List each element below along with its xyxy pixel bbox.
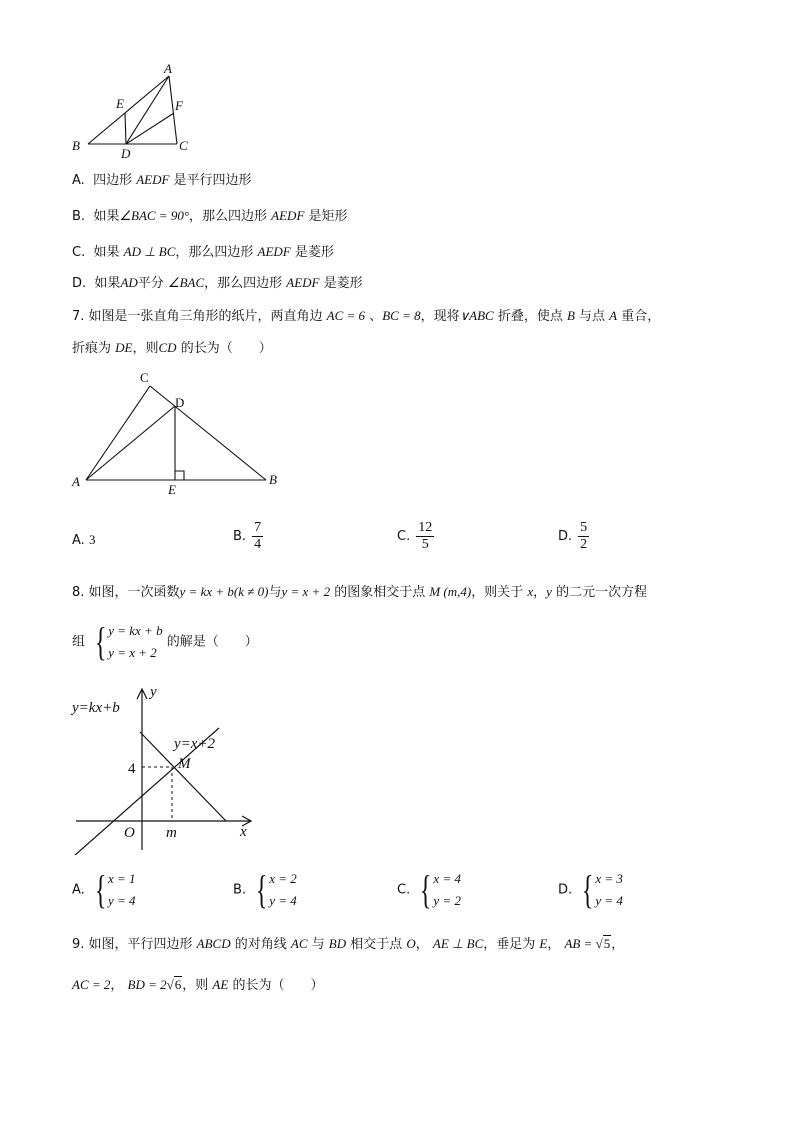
label-a: A	[164, 61, 172, 76]
q7-stem-line2: 折痕为 DE，则CD 的长为（ ）	[72, 340, 272, 356]
fraction: $\frac{5}{2}$	[580, 520, 588, 552]
m-label: m	[166, 825, 177, 841]
line-label-kx: y=kx+b	[72, 700, 120, 716]
fraction: $\frac{7}{4}$	[254, 520, 262, 552]
label-c: C	[179, 138, 188, 153]
q6-option-a: A. 四边形 AEDF 是平行四边形	[72, 172, 252, 188]
origin-label: O	[124, 825, 135, 841]
label-b: B	[72, 138, 80, 153]
label-f: F	[175, 98, 183, 113]
label-e: E	[168, 482, 176, 497]
triangle-figure-q7	[64, 366, 294, 500]
q6-option-b: B. 如果∠BAC = 90°，那么四边形 AEDF 是矩形	[72, 208, 348, 224]
axis-y-label: y	[150, 684, 157, 700]
tick-4-label: 4	[128, 761, 136, 777]
q8-stem-line2: 组 { y = kx + b y = x + 2 的解是（ ）	[72, 619, 258, 664]
label-c: C	[140, 370, 149, 385]
q9-stem-line2: AC = 2， BD = 2√6，则 AE 的长为（ ）	[72, 977, 324, 993]
q8-option-b: B. { x = 2 y = 4	[233, 867, 297, 912]
label-d: D	[121, 146, 131, 158]
label-e: E	[116, 96, 124, 111]
q9-stem-line1: 9. 如图，平行四边形 ABCD 的对角线 AC 与 BD 相交于点 O， AE ⊥ BC，垂足为 E， AB = √5，	[72, 936, 625, 952]
q7-option-b: B. $\frac{7}{4}$	[233, 520, 262, 552]
q7-option-d: D. $\frac{5}{2}$	[558, 520, 588, 552]
q8-option-a: A. { x = 1 y = 4	[72, 867, 136, 912]
q7-option-c: C. $\frac{12}{5}$	[397, 520, 433, 552]
fraction: $\frac{12}{5}$	[418, 520, 433, 552]
label-d: D	[175, 395, 185, 410]
q6-option-d: D. 如果AD平分 ∠BAC，那么四边形 AEDF 是菱形	[72, 275, 363, 291]
label-a: A	[72, 474, 80, 489]
label-b: B	[269, 472, 277, 487]
axis-x-label: x	[240, 824, 247, 840]
line-label-x2: y=x+2	[174, 736, 216, 752]
q8-stem-line1: 8. 如图，一次函数y = kx + b(k ≠ 0)与y = x + 2 的图象相交于点 M (m,4)，则关于 x，y 的二元一次方程	[72, 584, 648, 600]
q7-option-a: A. 3	[72, 532, 96, 548]
point-m-label: M	[178, 756, 191, 772]
q8-option-c: C. { x = 4 y = 2	[397, 867, 461, 912]
graph-figure-q8	[66, 680, 266, 855]
q8-option-d: D. { x = 3 y = 4	[558, 867, 623, 912]
q7-stem-line1: 7. 如图是一张直角三角形的纸片，两直角边 AC = 6 、BC = 8，现将∨ABC 折叠，使点 B 与点 A 重合，	[72, 308, 661, 324]
equation-system: { y = kx + b y = x + 2	[94, 619, 163, 664]
q6-option-c: C. 如果 AD ⊥ BC，那么四边形 AEDF 是菱形	[72, 244, 334, 260]
triangle-figure-q6	[66, 58, 206, 158]
